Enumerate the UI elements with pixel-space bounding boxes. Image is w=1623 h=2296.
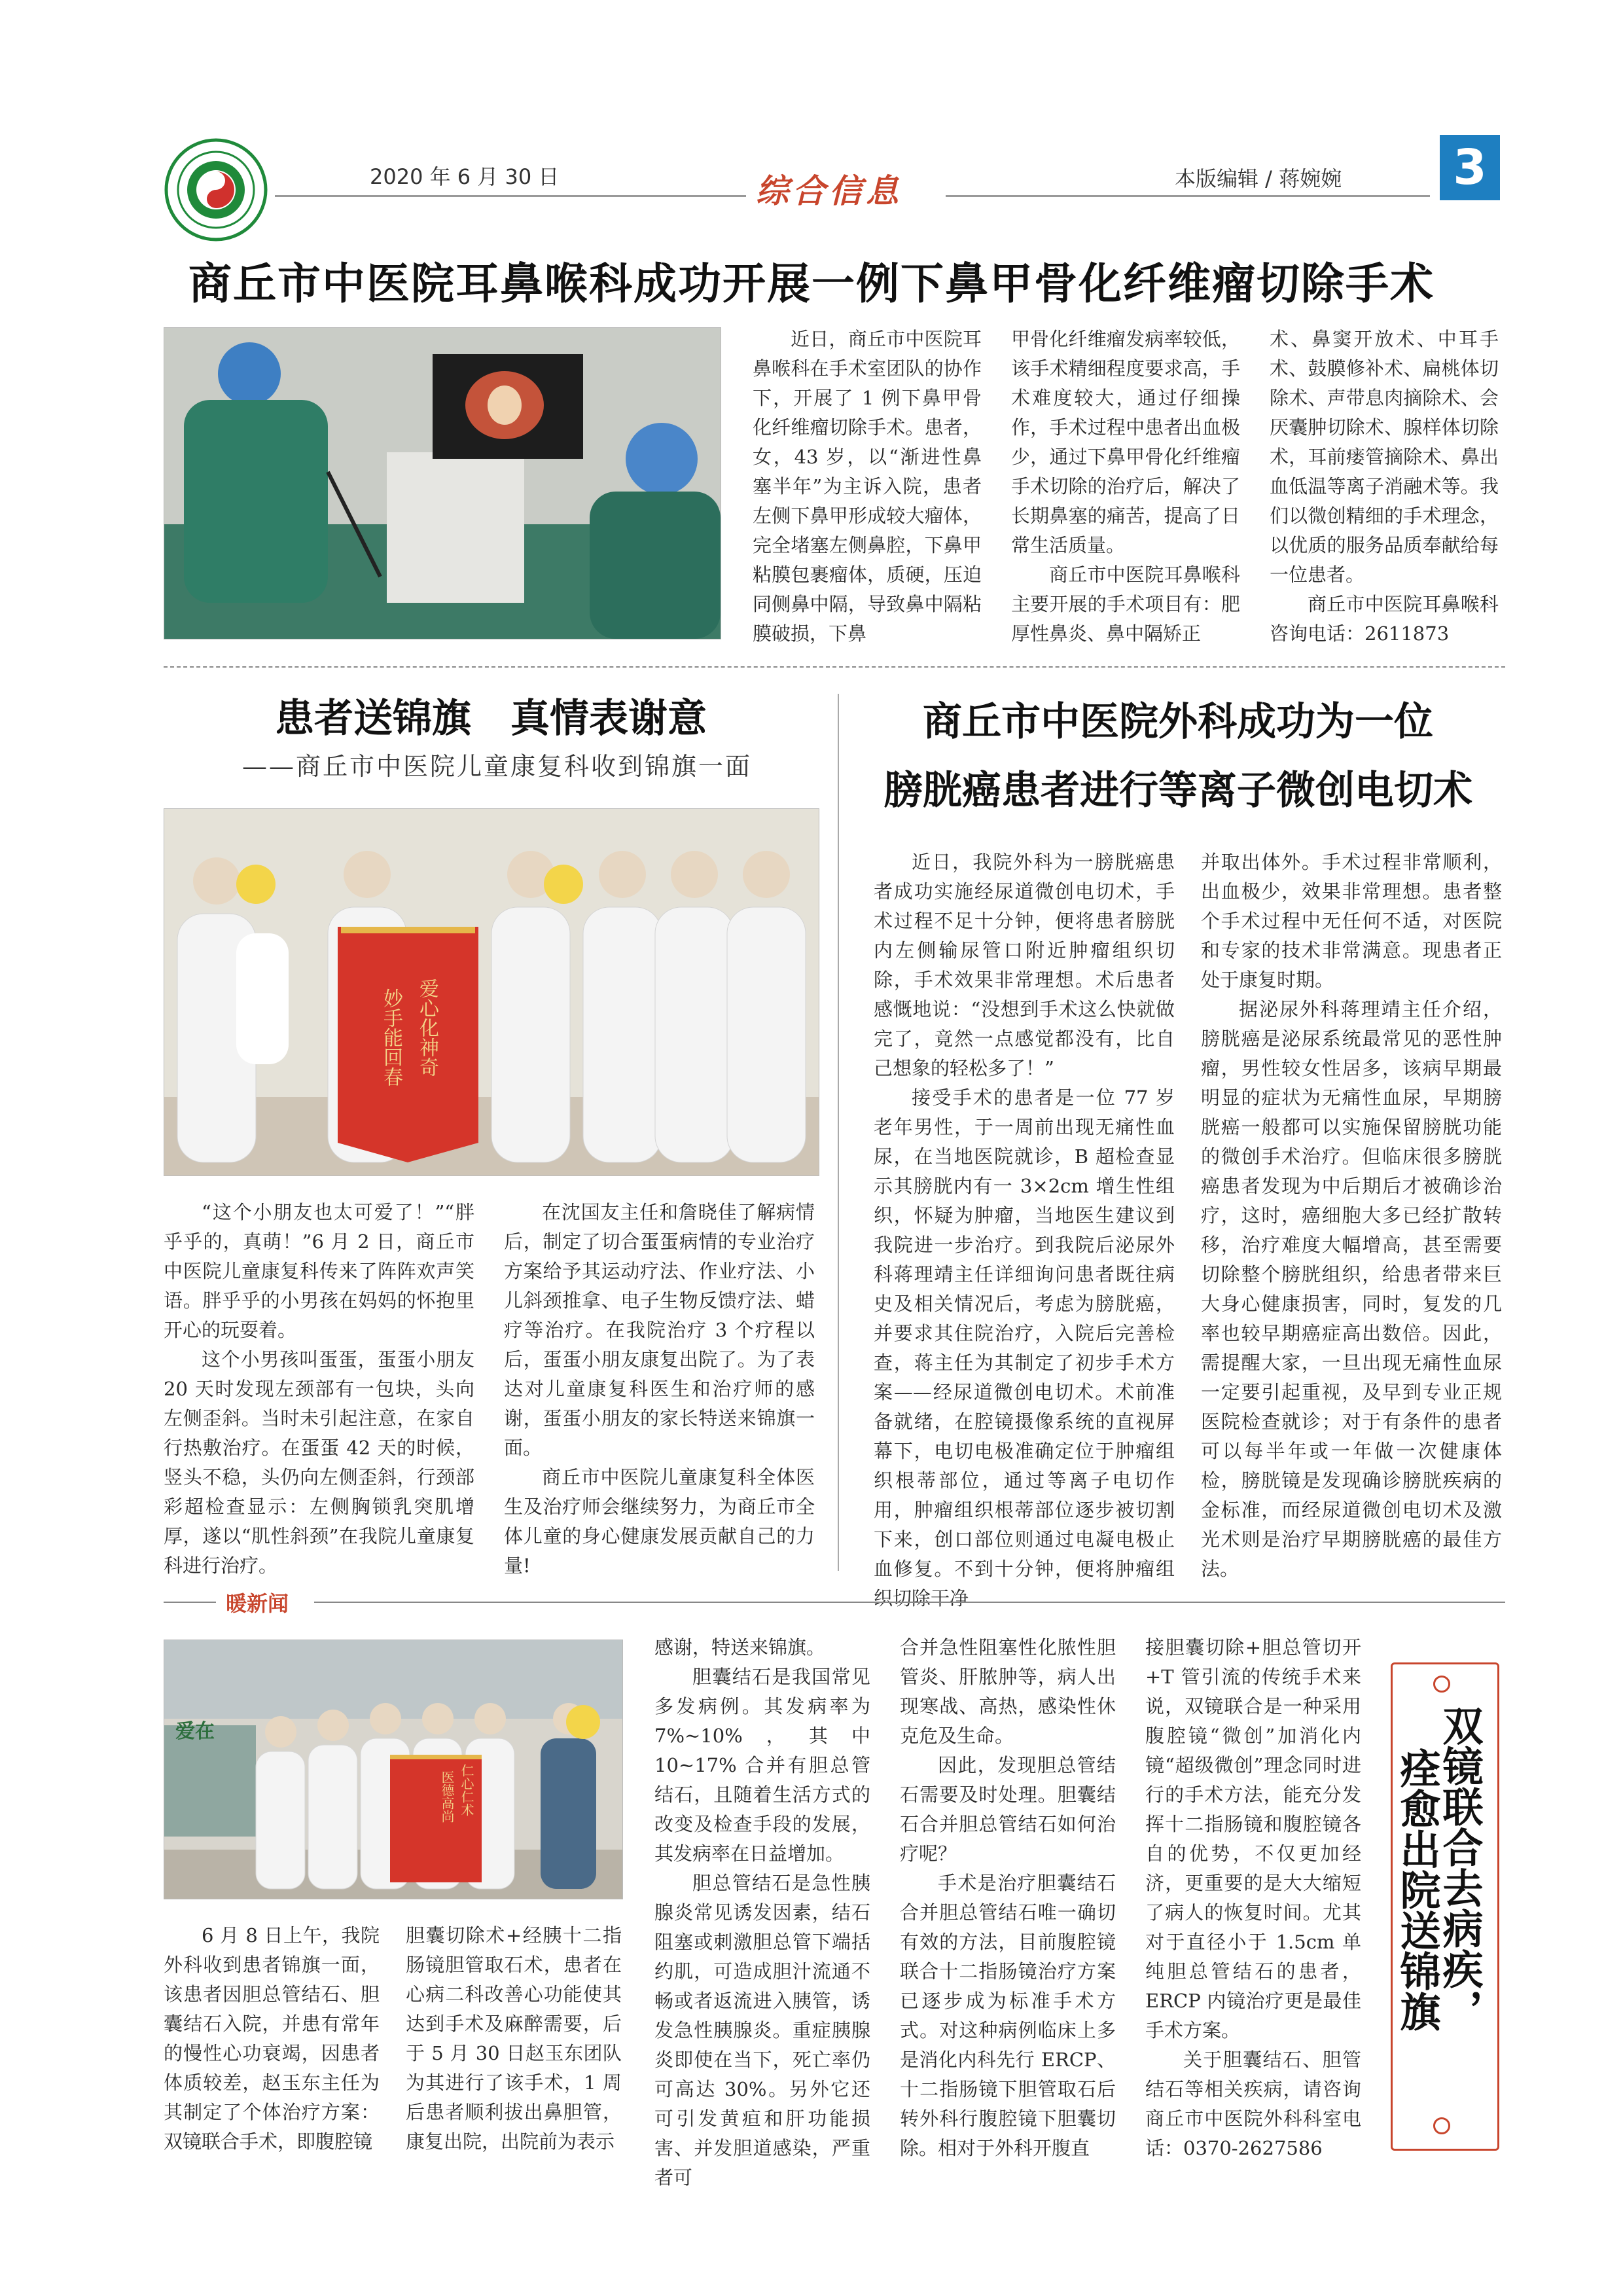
article4-col3-p2: 胆囊结石是我国常见多发病例。其发病率为 7%~10%，其中 10~17% 合并有胆总管结石，且随着生活方式的改变及检查手段的发展，其发病率在日益增加。	[654, 1666, 870, 1865]
section-rule-left	[164, 1602, 216, 1603]
header-rule-right	[946, 195, 1430, 197]
article2-col1	[164, 1198, 474, 1577]
column-divider	[838, 694, 839, 1571]
article3-title-line1: 商丘市中医院外科成功为一位	[923, 699, 1433, 745]
header-rule-left	[275, 195, 746, 197]
article4-title-col1: 双镜联合去病疾，	[1436, 1705, 1484, 2030]
article4-col1-text: 6 月 8 日上午，我院外科收到患者锦旗一面，该患者因胆总管结石、胆囊结石入院，并患有常年的慢性心功衰竭，因患者体质较差，赵玉东主任为其制定了个体治疗方案：双镜联合手术，即腹腔镜	[164, 1924, 380, 2153]
article4-col2	[406, 1921, 622, 2209]
title-box-top-ornament	[1433, 1676, 1450, 1693]
page-number-badge: 3	[1440, 135, 1500, 200]
article4-col2-text: 胆囊切除术+经胰十二指肠镜胆管取石术，患者在心病二科改善心功能使其达到手术及麻醉需要，后于 5 月 30 日赵玉东团队为其进行了该手术，1 周后患者顺利拔出鼻胆管，康复出院，出院前为表示	[406, 1924, 622, 2153]
article4-col4-p2: 因此，发现胆总管结石需要及时处理。胆囊结石合并胆总管结石如何治疗呢？	[900, 1754, 1116, 1865]
title-box-bottom-ornament	[1433, 2117, 1450, 2134]
divider-article1	[164, 666, 1505, 668]
article2-col1-p1: “这个小朋友也太可爱了！”“胖乎乎的，真萌！”6 月 2 日，商丘市中医院儿童康复科传来了阵阵欢声笑语。胖乎乎的小男孩在妈妈的怀抱里开心的玩耍着。	[164, 1201, 474, 1341]
article3-title-line2: 膀胱癌患者进行等离子微创电切术	[883, 768, 1472, 814]
article1-col2-p2: 商丘市中医院耳鼻喉科主要开展的手术项目有：肥厚性鼻炎、鼻中隔矫正	[1011, 564, 1240, 645]
article4-col4-p3: 手术是治疗胆囊结石合并胆总管结石唯一确切有效的方法，目前腹腔镜联合十二指肠镜治疗方案已逐步成为标准手术方式。对这种病例临床上多是消化内科先行 ERCP、十二指肠镜下胆管取石后转外科行腹腔镜下胆囊切除。相对于外科开腹直	[900, 1872, 1116, 2159]
page-editor: 本版编辑 / 蒋婉婉	[1175, 166, 1342, 191]
article4-col1	[164, 1921, 380, 2209]
hospital-logo-icon	[164, 137, 268, 242]
section-title: 综合信息	[756, 171, 902, 210]
hospital-ward-photo	[164, 1640, 623, 1899]
article4-col3-p1: 感谢，特送来锦旗。	[654, 1636, 826, 1659]
section-rule-right	[314, 1602, 1505, 1603]
article2-subtitle: ——商丘市中医院儿童康复科收到锦旗一面	[242, 752, 753, 781]
article1-col2	[1011, 325, 1240, 643]
article2-col2-p2: 商丘市中医院儿童康复科全体医生及治疗师会继续努力，为商丘市全体儿童的身心健康发展贡献自己的力量!	[504, 1466, 815, 1577]
article2-col1-p2: 这个小男孩叫蛋蛋，蛋蛋小朋友 20 天时发现左颈部有一包块，头向左侧歪斜。当时未引起注意，在家自行热敷治疗。在蛋蛋 42 天的时候，竖头不稳，头仍向左侧歪斜，行颈部彩超检查显示：左侧胸锁乳突肌增厚，遂以“肌性斜颈”在我院儿童康复科进行治疗。	[164, 1348, 474, 1577]
ward-banner-text-left: 医德高尚	[439, 1770, 455, 1823]
ward-banner-text-right: 仁心仁术	[459, 1764, 474, 1816]
surgery-photo	[164, 327, 721, 639]
article2-title: 患者送锦旗 真情表谢意	[275, 696, 707, 742]
section-label: 暖新闻	[226, 1591, 289, 1616]
article4-col5-p2: 关于胆囊结石、胆管结石等相关疾病，请咨询商丘市中医院外科科室电话：0370-2627586	[1145, 2049, 1361, 2159]
article4-title-col2: 痊愈出院送锦旗	[1393, 1748, 1441, 2032]
article4-col4	[900, 1633, 1116, 2209]
article3-col2-p2: 据泌尿外科蒋理靖主任介绍，膀胱癌是泌尿系统最常见的恶性肿瘤，男性较女性居多，该病早期最明显的症状为无痛性血尿，早期膀胱癌一般都可以实施保留膀胱功能的微创手术治疗。但临床很多膀胱癌患者发现为中后期后才被确诊治疗，这时，癌细胞大多已经扩散转移，治疗难度大幅增高，甚至需要切除整个膀胱组织，给患者带来巨大身心健康损害，同时，复发的几率也较早期癌症高出数倍。因此，需提醒大家，一旦出现无痛性血尿一定要引起重视，及早到专业正规医院检查就诊；对于有条件的患者可以每半年或一年做一次健康体检，膀胱镜是发现确诊膀胱疾病的金标准，而经尿道微创电切术及激光术则是治疗早期膀胱癌的最佳方法。	[1201, 998, 1502, 1580]
article2-col2-p1: 在沈国友主任和詹晓佳了解病情后，制定了切合蛋蛋病情的专业治疗方案给予其运动疗法、作业疗法、小儿斜颈推拿、电子生物反馈疗法、蜡疗等治疗。在我院治疗 3 个疗程以后，蛋蛋小朋友康复出院了。为了表达对儿童康复科医生和治疗师的感谢，蛋蛋小朋友的家长特送来锦旗一面。	[504, 1201, 815, 1459]
article4-col5-p1: 接胆囊切除+胆总管切开+T 管引流的传统手术来说，双镜联合是一种采用腹腔镜“微创”加消化内镜“超级微创”理念同时进行的手术方法，能充分发挥十二指肠镜和腹腔镜各自的优势，不仅更加经济，更重要的是大大缩短了病人的恢复时间。尤其对于直径小于 1.5cm 单纯胆总管结石的患者，ERCP 内镜治疗更是最佳手术方案。	[1145, 1636, 1361, 2041]
article1-col2-p1: 甲骨化纤维瘤发病率较低，该手术精细程度要求高，手术难度较大，通过仔细操作，手术过程中患者出血极少，通过下鼻甲骨化纤维瘤手术切除的治疗后，解决了长期鼻塞的痛苦，提高了日常生活质量。	[1011, 328, 1240, 556]
article1-col3-p1: 术、鼻窦开放术、中耳手术、鼓膜修补术、扁桃体切除术、声带息肉摘除术、会厌囊肿切除术、腺样体切除术，耳前瘘管摘除术、鼻出血低温等离子消融术等。我们以微创精细的手术理念，以优质的服务品质奉献给每一位患者。	[1270, 328, 1499, 586]
article1-title: 商丘市中医院耳鼻喉科成功开展一例下鼻甲骨化纤维瘤切除手术	[188, 259, 1435, 309]
ward-wall-text: 爱在	[175, 1720, 215, 1743]
article3-col2	[1201, 848, 1502, 1580]
banner-photo	[164, 808, 819, 1176]
article4-col4-p1: 合并急性阻塞性化脓性胆管炎、肝脓肿等，病人出现寒战、高热，感染性休克危及生命。	[900, 1636, 1116, 1747]
banner-text-left: 妙手能回春	[380, 988, 402, 1086]
article4-col3	[654, 1633, 870, 2209]
issue-date: 2020 年 6 月 30 日	[370, 164, 560, 189]
article1-col1-text: 近日，商丘市中医院耳鼻喉科在手术室团队的协作下，开展了 1 例下鼻甲骨化纤维瘤切除手术。患者，女，43 岁，以“渐进性鼻塞半年”为主诉入院，患者左侧下鼻甲形成较大瘤体，完全堵塞左侧鼻腔，下鼻甲粘膜包裹瘤体，质硬，压迫同侧鼻中隔，导致鼻中隔粘膜破损，下鼻	[753, 328, 982, 645]
article4-col3-p3: 胆总管结石是急性胰腺炎常见诱发因素，结石阻塞或刺激胆总管下端括约肌，可造成胆汁流通不畅或者返流进入胰管，诱发急性胰腺炎。重症胰腺炎即使在当下，死亡率仍可高达 30%。另外它还可引发黄疸和肝功能损害、并发胆道感染，严重者可	[654, 1872, 870, 2189]
article4-col5	[1145, 1633, 1361, 2209]
article3-col2-p1: 并取出体外。手术过程非常顺利，出血极少，效果非常理想。患者整个手术过程中无任何不适，对医院和专家的技术非常满意。现患者正处于康复时期。	[1201, 851, 1502, 991]
article2-col2	[504, 1198, 815, 1577]
banner-text-right: 爱心化神奇	[416, 978, 438, 1077]
article1-col3-p2: 商丘市中医院耳鼻喉科咨询电话：2611873	[1270, 593, 1499, 645]
article3-col1-p2: 接受手术的患者是一位 77 岁老年男性，于一周前出现无痛性血尿，在当地医院就诊，B 超检查显示其膀胱内有一 3×2cm 增生性组织，怀疑为肿瘤，当地医生建议到我院进一步治疗。到我院后泌尿外科蒋理靖主任详细询问患者既往病史及相关情况后，考虑为膀胱癌，并要求其住院治疗，入院后完善检查，蒋主任为其制定了初步手术方案——经尿道微创电切术。术前准备就绪，在腔镜摄像系统的直视屏幕下，电切电极准确定位于肿瘤组织根蒂部位，通过等离子电切作用，肿瘤组织根蒂部位逐步被切割下来，创口部位则通过电凝电极止血修复。不到十分钟，便将肿瘤组织切除干净	[874, 1086, 1175, 1609]
article1-col1	[753, 325, 982, 643]
article1-col3	[1270, 325, 1499, 643]
article3-col1-p1: 近日，我院外科为一膀胱癌患者成功实施经尿道微创电切术，手术过程不足十分钟，便将患者膀胱内左侧输尿管口附近肿瘤组织切除，手术效果非常理想。术后患者感慨地说：“没想到手术这么快就做完了，竟然一点感觉都没有，比自己想象的轻松多了！”	[874, 851, 1175, 1079]
article3-col1	[874, 848, 1175, 1609]
